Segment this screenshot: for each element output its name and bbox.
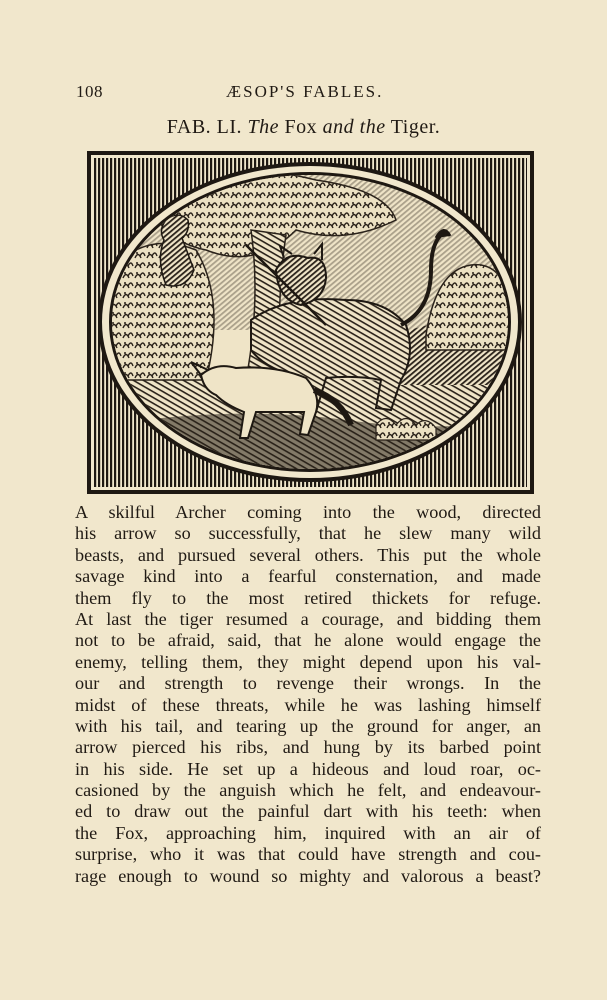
text-line: them fly to the most retired thickets for refuge. xyxy=(75,587,541,608)
page-number: 108 xyxy=(76,82,103,101)
fable-title xyxy=(0,116,607,139)
title-word: Tiger. xyxy=(390,116,441,138)
woodcut-illustration xyxy=(86,150,535,495)
text-line: A skilful Archer coming into the wood, directed xyxy=(75,502,541,522)
text-line: arrow pierced his ribs, and hung by its barbed point xyxy=(75,737,541,758)
page-header xyxy=(76,82,546,106)
title-word: The xyxy=(247,116,280,138)
text-line: savage kind into a fearful consternation, and made xyxy=(75,566,541,587)
text-line: not to be afraid, said, that he alone would engage the xyxy=(75,630,541,651)
text-line: beasts, and pursued several others. This put the whole xyxy=(75,544,541,565)
title-word: the xyxy=(359,116,386,138)
text-line: At last the tiger resumed a courage, and bidding them xyxy=(75,608,541,629)
fable-body xyxy=(75,502,541,887)
text-line: surprise, who it was that could have strength and cou- xyxy=(75,844,541,865)
text-line: with his tail, and tearing up the ground for anger, an xyxy=(75,715,541,736)
text-line: our and strength to revenge their wrongs. In the xyxy=(75,673,541,694)
text-line: rage enough to wound so mighty and valorous a beast? xyxy=(75,865,541,886)
text-line: the Fox, approaching him, inquired with an air of xyxy=(75,822,541,843)
fable-number: FAB. LI. xyxy=(166,116,243,138)
woodcut-svg xyxy=(86,150,535,495)
text-line: ed to draw out the painful dart with his teeth: when xyxy=(75,801,541,822)
running-title: ÆSOP'S FABLES. xyxy=(226,82,384,101)
title-word: Fox xyxy=(284,116,318,138)
text-line: in his side. He set up a hideous and loud roar, oc- xyxy=(75,758,541,779)
text-line: midst of these threats, while he was lashing himself xyxy=(75,694,541,715)
text-line: casioned by the anguish which he felt, and endeavour- xyxy=(75,780,541,801)
text-line: enemy, telling them, they might depend upon his val- xyxy=(75,651,541,672)
text-line: his arrow so successfully, that he slew many wild xyxy=(75,523,541,544)
title-word: and xyxy=(322,116,355,138)
